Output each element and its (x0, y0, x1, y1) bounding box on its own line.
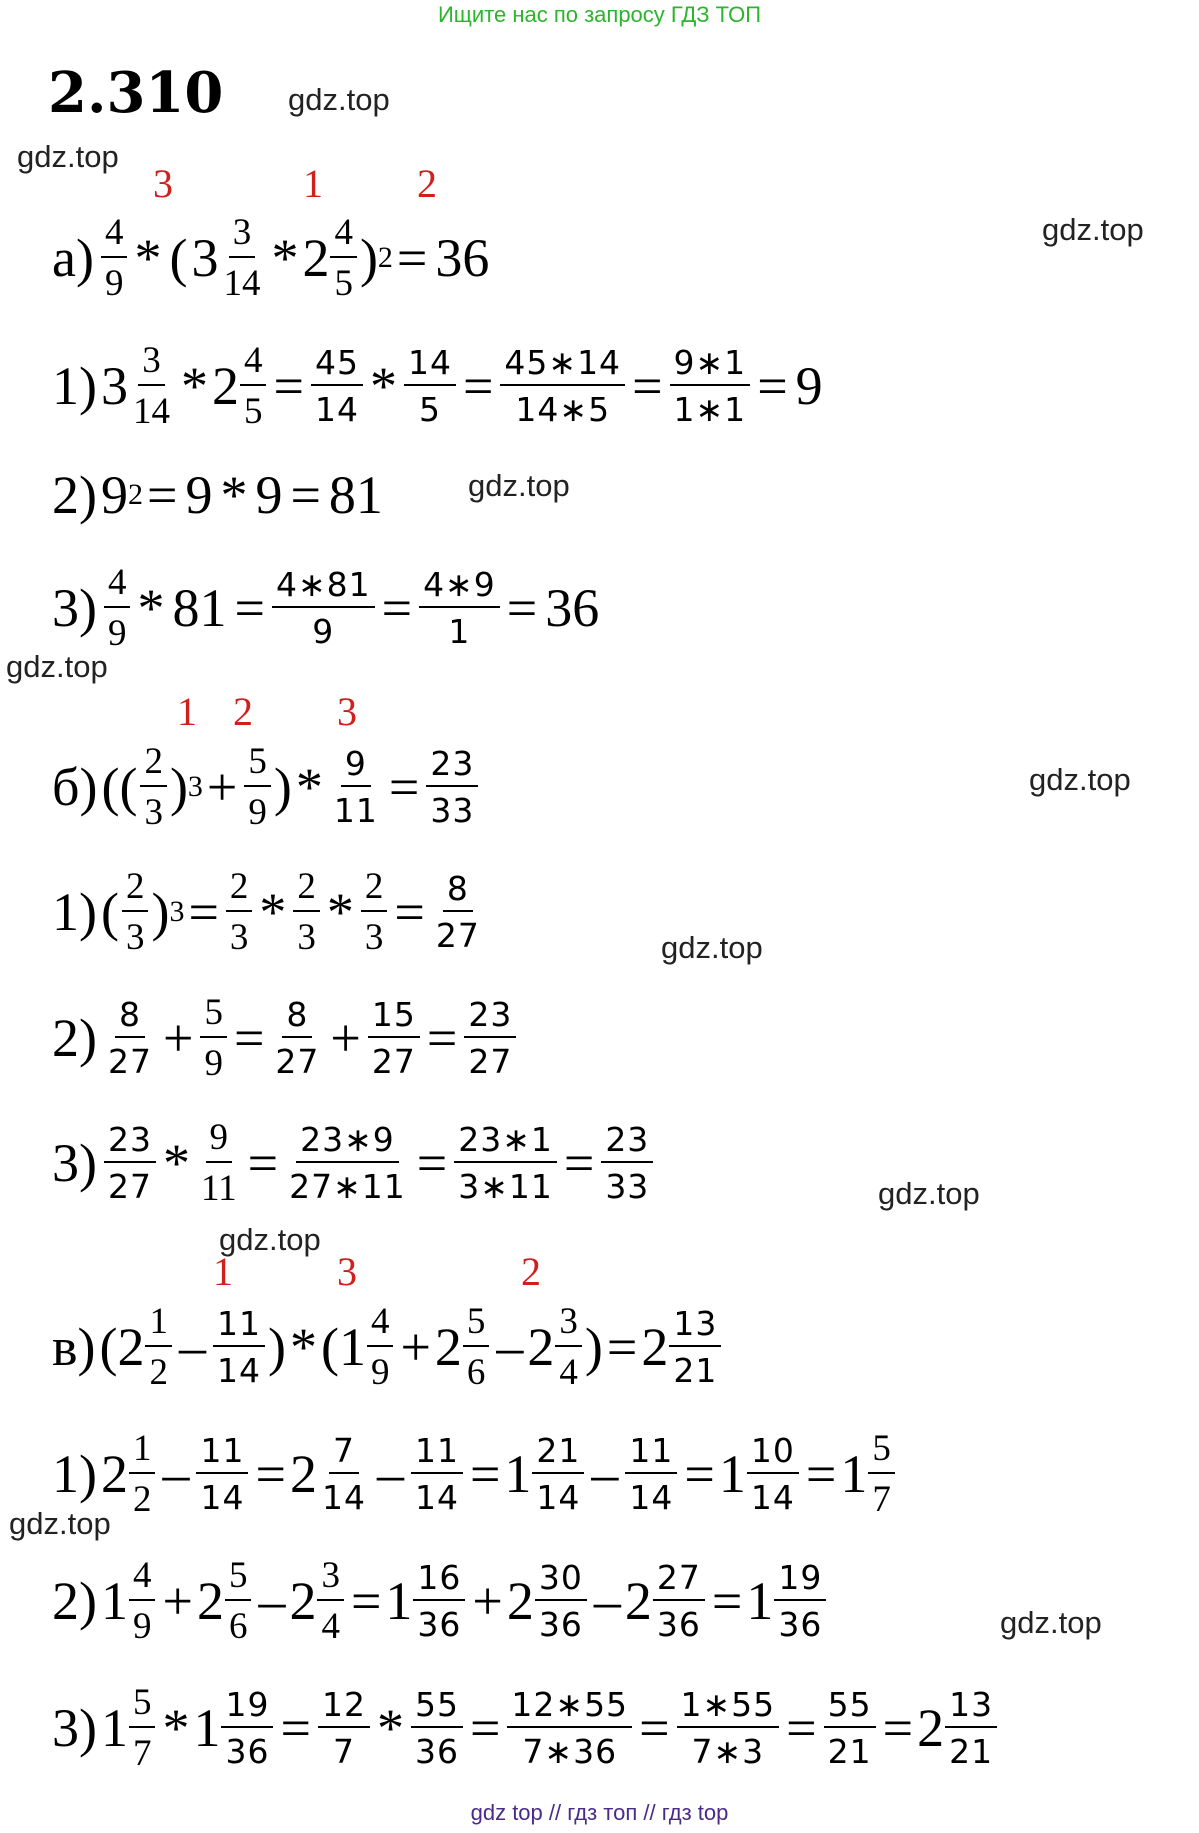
op-eq: = (639, 1698, 670, 1758)
step-label: 2) (52, 465, 97, 525)
part-b-step-1 (48, 862, 487, 962)
order-number: 3 (153, 161, 173, 206)
part-v-step-1 (48, 1424, 898, 1524)
op-eq: = (233, 1008, 265, 1068)
watermark: gdz.top (219, 1222, 321, 1257)
fraction: $\frac{9}{11}$ (200, 1117, 237, 1209)
fraction: $\frac{23}{33}$ (426, 747, 478, 827)
fraction: $\frac{23∗1}{3∗11}$ (454, 1123, 557, 1203)
fraction: 4 9 (104, 564, 131, 652)
op-minus: – (593, 1571, 621, 1631)
op-paren: ( (99, 1317, 118, 1377)
op-paren: ) (273, 757, 292, 817)
fraction: $\frac{1∗55}{7∗3}$ (677, 1688, 780, 1768)
fraction: $\frac{10}{14}$ (747, 1434, 799, 1514)
op-eq: = (255, 1444, 286, 1504)
op-eq: = (290, 465, 321, 525)
whole: 2 (506, 1571, 534, 1631)
whole: 2 (289, 1444, 317, 1504)
fraction: $\frac{2}{3}$ (361, 868, 388, 956)
whole: 3 (100, 356, 128, 416)
watermark: gdz.top (1000, 1605, 1102, 1640)
op-paren: ) (359, 228, 378, 288)
op-mul: * (137, 578, 165, 638)
fraction: $\frac{14}{5}$ (404, 346, 456, 426)
op-plus: + (206, 757, 238, 817)
op-eq: = (711, 1571, 743, 1631)
step-label: 3) (52, 578, 97, 638)
fraction: 13 21 (669, 1307, 721, 1387)
op-mul: * (369, 356, 397, 416)
step-label: 1) (52, 356, 97, 416)
fraction: 1 2 (145, 1303, 172, 1391)
fraction: 11 14 (213, 1307, 265, 1387)
whole: 2 (117, 1317, 145, 1377)
op-eq: = (786, 1698, 817, 1758)
step-label: 2) (52, 1571, 97, 1631)
part-b-problem (48, 737, 481, 837)
order-number: 2 (233, 689, 253, 734)
op-paren: ) (267, 1317, 286, 1377)
op-mul: * (259, 882, 287, 942)
op-eq: = (396, 228, 428, 288)
part-a-step-1 (48, 336, 827, 436)
order-number: 1 (303, 161, 323, 206)
op-paren: ( (100, 882, 119, 942)
whole: 2 (527, 1317, 555, 1377)
op-plus: + (330, 1008, 361, 1068)
exponent: 2 (377, 241, 393, 274)
op-paren: ) (169, 757, 188, 817)
fraction: 2 3 (122, 868, 149, 956)
fraction: 5 7 (129, 1684, 156, 1772)
whole: 2 (641, 1317, 669, 1377)
op-eq: = (273, 356, 304, 416)
op-eq: = (146, 465, 178, 525)
fraction: $\frac{12}{7}$ (318, 1688, 370, 1768)
fraction: $\frac{4}{5}$ (240, 342, 267, 430)
order-number: 3 (337, 689, 357, 734)
fraction: $\frac{2}{3}$ (226, 868, 253, 956)
watermark: gdz.top (661, 930, 763, 965)
fraction: $\frac{11}{14}$ (196, 1434, 248, 1514)
op-eq: = (469, 1698, 501, 1758)
fraction: 5 7 (868, 1430, 895, 1518)
fraction: 21 14 (532, 1434, 584, 1514)
fraction: 4 5 (330, 214, 357, 302)
fraction: $\frac{8}{27}$ (435, 869, 480, 955)
result: 36 (545, 578, 600, 638)
footer-links[interactable]: gdz top // гдз топ // гдз top (470, 1800, 729, 1825)
whole: 1 (385, 1571, 413, 1631)
op-eq: = (469, 1444, 501, 1504)
op-plus: + (472, 1571, 503, 1631)
order-number: 1 (177, 689, 197, 734)
op-mul: * (180, 356, 208, 416)
op-paren: ( (320, 1317, 339, 1377)
fraction: $\frac{45∗14}{14∗5}$ (500, 346, 625, 426)
part-v-problem (48, 1297, 724, 1397)
fraction: $\frac{19}{36}$ (221, 1688, 273, 1768)
step-label: 1) (52, 1444, 97, 1504)
step-label: 3) (52, 1698, 97, 1758)
op-eq: = (280, 1698, 311, 1758)
result: 81 (328, 465, 383, 525)
whole: 1 (100, 1698, 128, 1758)
fraction: $\frac{9}{11}$ (333, 744, 378, 830)
search-banner: Ищите нас по запросу ГДЗ ТОП (437, 2, 762, 27)
op-eq: = (462, 356, 494, 416)
op-minus: – (591, 1444, 619, 1504)
exponent: 3 (187, 770, 203, 803)
op-plus: + (162, 1571, 193, 1631)
fraction: $\frac{11}{14}$ (625, 1434, 677, 1514)
label: б) (52, 757, 98, 817)
fraction: $\frac{27}{36}$ (653, 1561, 705, 1641)
watermark: gdz.top (878, 1176, 980, 1211)
op-mul: * (162, 1133, 190, 1193)
fraction: $\frac{15}{27}$ (368, 998, 420, 1078)
fraction: $\frac{5}{9}$ (244, 743, 271, 831)
fraction: $\frac{45}{14}$ (311, 346, 363, 426)
fraction: $\frac{8}{27}$ (275, 995, 320, 1081)
op-eq: = (381, 578, 413, 638)
whole: 2 (211, 356, 239, 416)
op-plus: + (162, 1008, 194, 1068)
op-eq: = (563, 1133, 595, 1193)
op-paren: ) (151, 882, 170, 942)
fraction: $\frac{23}{33}$ (601, 1123, 653, 1203)
whole: 2 (196, 1571, 224, 1631)
order-number: 2 (417, 161, 437, 206)
part-a-problem (48, 208, 493, 308)
step-label: 2) (52, 1008, 97, 1068)
watermark: gdz.top (288, 82, 390, 117)
op-paren: ( (169, 228, 188, 288)
base: 9 (100, 465, 128, 525)
fraction: $\frac{11}{14}$ (411, 1434, 463, 1514)
value: 9 (185, 465, 213, 525)
fraction: 4 9 (129, 1557, 156, 1645)
op-mul: * (271, 228, 299, 288)
whole: 1 (718, 1444, 746, 1504)
op-minus: – (178, 1317, 206, 1377)
fraction: 19 36 (774, 1561, 826, 1641)
order-number: 3 (337, 1249, 357, 1294)
op-eq: = (388, 757, 420, 817)
op-mul: * (376, 1698, 404, 1758)
fraction: 13 21 (945, 1688, 997, 1768)
label: а) (52, 228, 94, 288)
exponent: 3 (169, 895, 185, 928)
fraction: $\frac{55}{21}$ (824, 1688, 876, 1768)
op-plus: + (400, 1317, 431, 1377)
fraction: 30 36 (535, 1561, 587, 1641)
fraction: 2 3 (293, 868, 320, 956)
fraction: 23 27 (104, 1123, 156, 1203)
whole: 1 (193, 1698, 221, 1758)
step-label: 1) (52, 882, 97, 942)
part-v-step-2 (48, 1551, 829, 1651)
fraction: 1 2 (129, 1430, 156, 1518)
part-v-step-3 (48, 1678, 1000, 1778)
op-eq: = (506, 578, 538, 638)
watermark: gdz.top (6, 649, 108, 684)
watermark: gdz.top (468, 468, 570, 503)
part-b-step-3 (48, 1113, 656, 1213)
fraction: $\frac{55}{36}$ (411, 1688, 463, 1768)
step-label: 3) (52, 1133, 97, 1193)
fraction: $\frac{3}{4}$ (317, 1557, 344, 1645)
whole: 3 (191, 228, 219, 288)
whole: 2 (100, 1444, 128, 1504)
fraction: $\frac{12∗55}{7∗36}$ (507, 1688, 632, 1768)
value: 81 (172, 578, 227, 638)
op-eq: = (882, 1698, 914, 1758)
exponent: 2 (127, 478, 143, 511)
fraction: 4 9 (367, 1303, 394, 1391)
op-minus: – (376, 1444, 404, 1504)
op-mul: * (295, 757, 323, 817)
fraction: 5 6 (463, 1303, 490, 1391)
fraction: 8 27 (107, 995, 152, 1081)
order-number: 1 (213, 1249, 233, 1294)
whole: 2 (917, 1698, 945, 1758)
op-eq: = (247, 1133, 279, 1193)
fraction: $\frac{5}{9}$ (200, 994, 227, 1082)
op-eq: = (684, 1444, 715, 1504)
op-mul: * (326, 882, 354, 942)
op-minus: – (496, 1317, 524, 1377)
op-paren: ) (584, 1317, 603, 1377)
fraction: $\frac{23}{27}$ (464, 998, 516, 1078)
whole: 1 (338, 1317, 366, 1377)
op-paren: (( (101, 757, 138, 817)
watermark: gdz.top (1029, 762, 1131, 797)
whole: 2 (302, 228, 330, 288)
fraction: $\frac{4∗81}{9}$ (272, 568, 375, 648)
part-a-step-2 (48, 460, 387, 530)
whole: 1 (504, 1444, 532, 1504)
op-mul: * (134, 228, 162, 288)
fraction: 7 14 (321, 1431, 366, 1517)
fraction: $\frac{23∗9}{27∗11}$ (289, 1120, 406, 1206)
fraction: 3 4 (555, 1303, 582, 1391)
fraction: 3 14 (223, 212, 261, 304)
op-eq: = (188, 882, 219, 942)
op-eq: = (394, 882, 425, 942)
label: в) (52, 1317, 96, 1377)
op-minus: – (258, 1571, 286, 1631)
exercise-number: 2.310 (48, 60, 224, 126)
fraction: 3 14 (132, 340, 170, 432)
op-mul: * (289, 1317, 317, 1377)
op-eq: = (757, 356, 788, 416)
watermark: gdz.top (17, 139, 119, 174)
op-eq: = (426, 1008, 458, 1068)
fraction: $\frac{9∗1}{1∗1}$ (670, 346, 751, 426)
fraction: 4 9 (101, 214, 128, 302)
fraction: 2 3 (140, 743, 167, 831)
order-number: 2 (521, 1249, 541, 1294)
watermark: gdz.top (9, 1506, 111, 1541)
whole: 1 (100, 1571, 128, 1631)
whole: 2 (434, 1317, 462, 1377)
op-minus: – (162, 1444, 190, 1504)
whole: 2 (289, 1571, 317, 1631)
op-eq: = (416, 1133, 448, 1193)
result: 36 (435, 228, 490, 288)
fraction: $\frac{4∗9}{1}$ (419, 568, 500, 648)
whole: 1 (746, 1571, 774, 1631)
op-mul: * (162, 1698, 190, 1758)
fraction: 5 6 (225, 1557, 252, 1645)
watermark: gdz.top (1042, 212, 1144, 247)
op-eq: = (632, 356, 663, 416)
op-eq: = (350, 1571, 382, 1631)
op-eq: = (234, 578, 265, 638)
op-eq: = (805, 1444, 837, 1504)
part-a-step-3 (48, 558, 603, 658)
whole: 2 (624, 1571, 652, 1631)
whole: 1 (840, 1444, 868, 1504)
op-eq: = (606, 1317, 638, 1377)
part-b-step-2 (48, 988, 519, 1088)
value: 9 (255, 465, 283, 525)
op-mul: * (220, 465, 248, 525)
fraction: 16 36 (413, 1561, 465, 1641)
result: 9 (795, 356, 823, 416)
